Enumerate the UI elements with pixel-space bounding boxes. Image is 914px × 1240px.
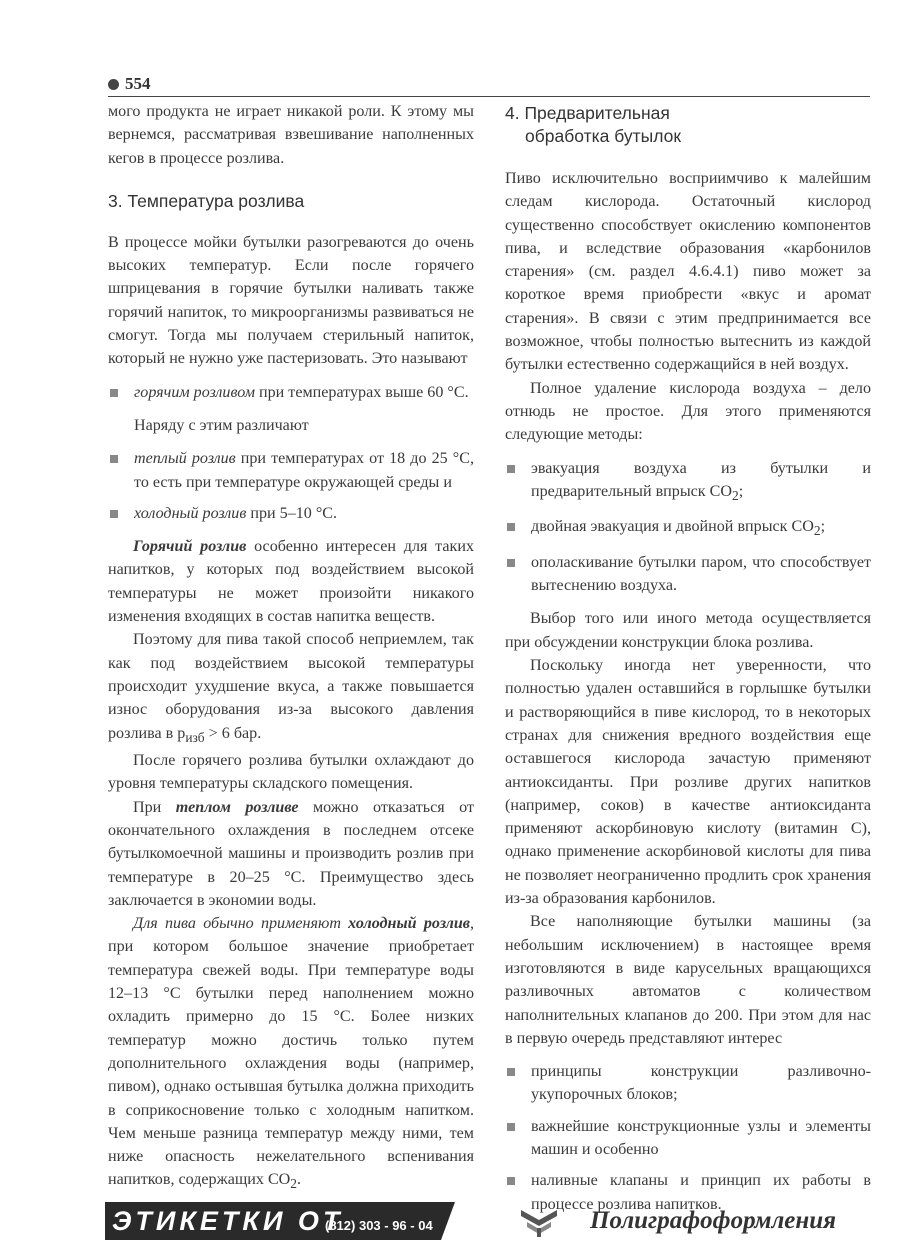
paragraph: Горячий розлив особенно интересен для таких напитков, у которых под воздействием высокой температуры не может произойти никакого изменения входящих в состав напитка веществ. — [108, 538, 475, 626]
list-item: важнейшие конструкционные узлы и элементы машин и особенно — [505, 1115, 871, 1162]
bullet-list-topics — [505, 1060, 871, 1216]
page-marker-icon — [108, 79, 119, 90]
list-item: двойная эвакуация и двойной впрыск $CO_2$; — [505, 515, 871, 543]
list-item: горячим розливом при температурах выше 60 °C. — [108, 381, 474, 404]
section-heading-3: 3. Температура розлива — [108, 190, 305, 211]
paragraph: При теплом розливе можно отказаться от окончательного охлаждения в последнем отсеке бутылкомоечной машины и производить розлив при температуре в 20–25 °C. Преимущество здесь заключается в экономии воды. — [108, 798, 474, 909]
footer-advertisement — [0, 1202, 914, 1240]
paragraph: Выбор того или иного метода осуществляется при обсуждении конструкции блока розлива. — [505, 610, 871, 651]
promo-phone: (812) 303 - 96 - 04 — [325, 1218, 433, 1233]
list-item: теплый розлив при температурах от 18 до 25 °C, то есть при температуре окружающей среды и — [108, 447, 474, 494]
paragraph: Поскольку иногда нет уверенности, что полностью удален оставшийся в горлышке бутылки и растворяющийся в пиве кислород, то в некоторых странах для снижения вредного воздействия еще оставшегося кислорода зачастую применяют антиоксиданты. При розливе других напитков (например, соков) в качестве антиоксиданта применяют аскорбиновую кислоту (витамин С), однако применение аскорбиновой кислоты для пива не позволяет неограниченно продлить срок хранения из-за образования карбонилов. — [505, 657, 871, 908]
left-column — [108, 100, 474, 1196]
list-item: ополаскивание бутылки паром, что способствует вытеснению воздуха. — [505, 551, 871, 598]
header-rule — [108, 96, 870, 97]
bullet-list-warm-cold — [108, 447, 474, 525]
right-column — [505, 100, 871, 1226]
paragraph-continuation: мого продукта не играет никакой роли. К этому мы вернемся, рассматривая взвешивание наполненных кегов в процессе розлива. — [108, 103, 474, 167]
list-item: холодный розлив при 5–10 °C. — [108, 502, 474, 525]
bullet-list-methods — [505, 457, 871, 598]
brand-name: Полиграфоформления — [590, 1207, 837, 1234]
list-item: наливные клапаны и принцип их работы в процессе розлива напитков. — [505, 1169, 871, 1216]
paragraph: После горячего розлива бутылки охлаждают до уровня температуры складского помещения. — [108, 752, 474, 793]
paragraph: В процессе мойки бутылки разогреваются до очень высоких температур. Если после горячего шприцевания в горячие бутылки наливать также горячий напиток, то микроорганизмы развиваться не смогут. Тогда мы получаем стерильный напиток, который не нужно уже пастеризовать. Это называют — [108, 233, 474, 368]
bullet-list-hot — [108, 381, 474, 404]
section-heading-4: 4. Предварительная обработка бутылок — [505, 103, 682, 146]
paragraph: Для пива обычно применяют холодный розлив, при котором большое значение приобретает температура свежей воды. При температуре воды 12–13 °C бутылки перед наполнением можно охладить примерно до 15 °C. Более низких температур можно достичь только путем дополнительного охлаждения воды (например, пивом), однако остывшая бутылка должна приходить в соприкосновение только с холодным напитком. Чем меньше разница температур между ними, тем ниже опасность нежелательного вспенивания напитков, содержащих $CO_2$. — [108, 915, 475, 1192]
paragraph: Пиво исключительно восприимчиво к малейшим следам кислорода. Остаточный кислород существенно способствует окислению компонентов пива, и вследствие образования «карбонилов старения» (см. раздел 4.6.4.1) пиво может за короткое время приобрести «вкус и аромат старения». В связи с этим предпринимается все возможное, чтобы полностью вытеснить из каждой бутылки естественно содержащийся в ней воздух. — [505, 170, 871, 374]
paragraph: Все наполняющие бутылки машины (за небольшим исключением) в настоящее время изготовляются в виде карусельных вращающихся разливочных автоматов с количеством наполнительных клапанов до 200. При этом для нас в первую очередь представляют интерес — [505, 913, 871, 1047]
page-number — [108, 74, 151, 94]
paragraph: Поэтому для пива такой способ неприемлем, так как под воздействием высокой температуры происходит ухудшение вкуса, а также повышается износ оборудования из-за высокого давления розлива в $p_{изб} > 6$ бар. — [108, 631, 474, 745]
list-item: принципы конструкции разливочно-укупорочных блоков; — [505, 1060, 871, 1107]
arrows-logo-icon — [517, 1206, 561, 1238]
promo-text: ЭТИКЕТКИ ОТ — [112, 1206, 344, 1236]
paragraph: Полное удаление кислорода воздуха – дело отнюдь не простое. Для этого применяются следующие методы: — [505, 379, 871, 444]
page-number-text: 554 — [125, 74, 151, 93]
list-item: эвакуация воздуха из бутылки и предварительный впрыск $CO_2$; — [505, 457, 871, 508]
paragraph-between: Наряду с этим различают — [134, 416, 309, 434]
